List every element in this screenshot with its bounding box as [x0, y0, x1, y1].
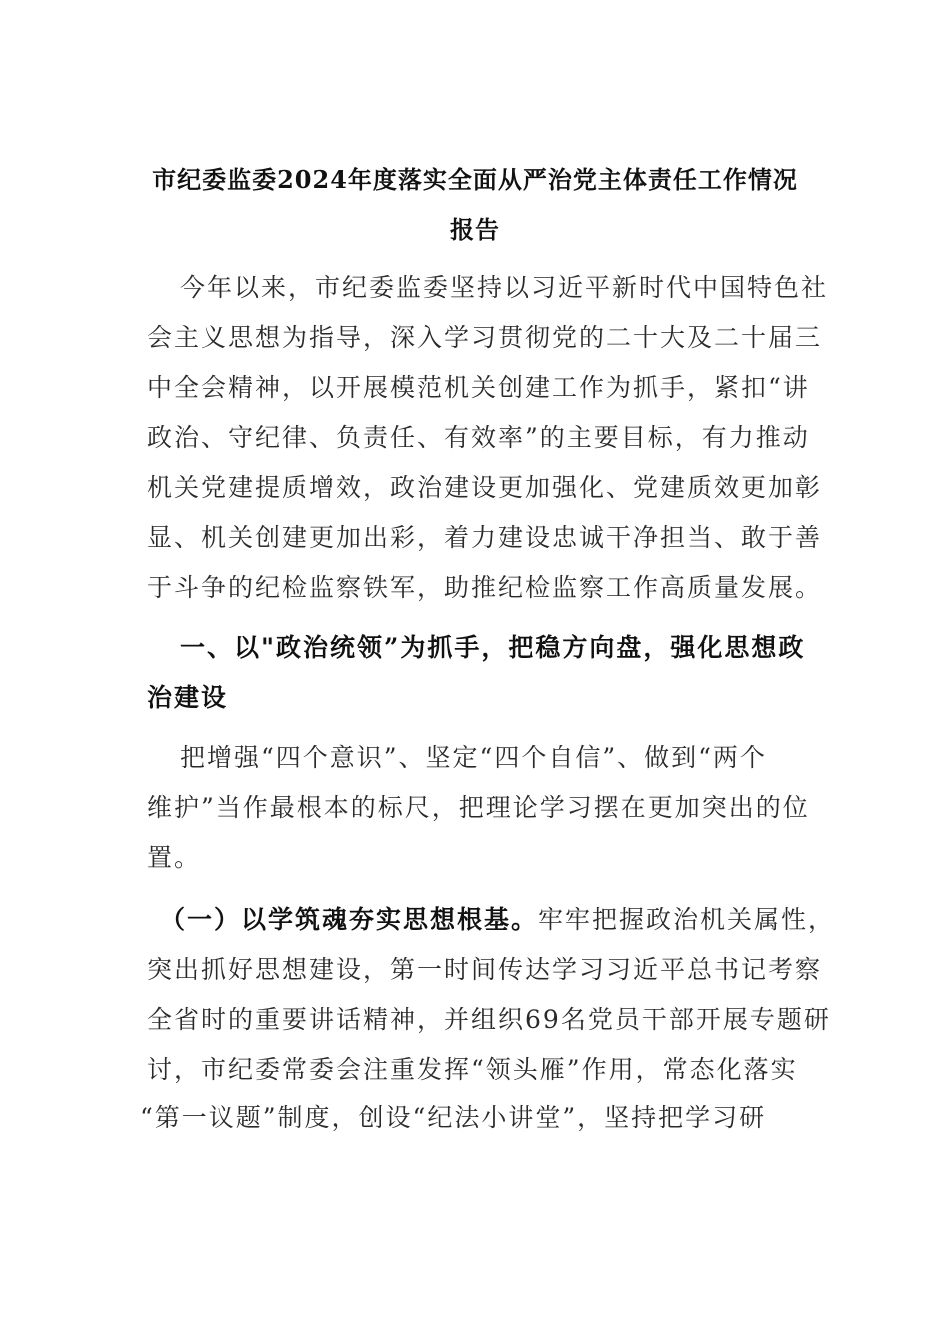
subsection-line: 全省时的重要讲话精神，并组织69名党员干部开展专题研 — [147, 1005, 831, 1034]
intro-line: 显、机关创建更加出彩，着力建设忠诚干净担当、敢于善 — [147, 523, 823, 552]
intro-line: 机关党建提质增效，政治建设更加强化、党建质效更加彰 — [147, 473, 823, 502]
subsection-lead: （一）以学筑魂夯实思想根基。 — [160, 905, 539, 934]
section-para-line: 置。 — [147, 843, 202, 872]
intro-line: 政治、守纪律、负责任、有效率”的主要目标，有力推动 — [147, 423, 810, 452]
intro-line: 于斗争的纪检监察铁军，助推纪检监察工作高质量发展。 — [147, 573, 823, 602]
subsection-line: 突出抓好思想建设，第一时间传达学习习近平总书记考察 — [147, 955, 823, 984]
section-para-line: 把增强“四个意识”、坚定“四个自信”、做到“两个 — [180, 743, 767, 772]
intro-line: 今年以来，市纪委监委坚持以习近平新时代中国特色社 — [180, 273, 829, 302]
document-title-line-1: 市纪委监委2024年度落实全面从严治党主体责任工作情况 — [152, 165, 798, 194]
subsection-line: 讨，市纪委常委会注重发挥“领头雁”作用，常态化落实 — [147, 1055, 798, 1084]
intro-line: 会主义思想为指导，深入学习贯彻党的二十大及二十届三 — [147, 323, 823, 352]
subsection-line: “第一议题”制度，创设“纪法小讲堂”，坚持把学习研 — [140, 1103, 767, 1132]
section-heading-line: 一、以"政治统领”为抓手，把稳方向盘，强化思想政 — [180, 633, 806, 662]
subsection-lead-rest: 牢牢把握政治机关属性， — [538, 905, 836, 934]
document-title-line-2: 报告 — [450, 215, 500, 244]
intro-line: 中全会精神，以开展模范机关创建工作为抓手，紧扣“讲 — [147, 373, 810, 402]
subsection-lead-line — [160, 902, 836, 938]
section-para-line: 维护”当作最根本的标尺，把理论学习摆在更加突出的位 — [147, 793, 810, 822]
section-heading-line: 治建设 — [147, 683, 229, 712]
